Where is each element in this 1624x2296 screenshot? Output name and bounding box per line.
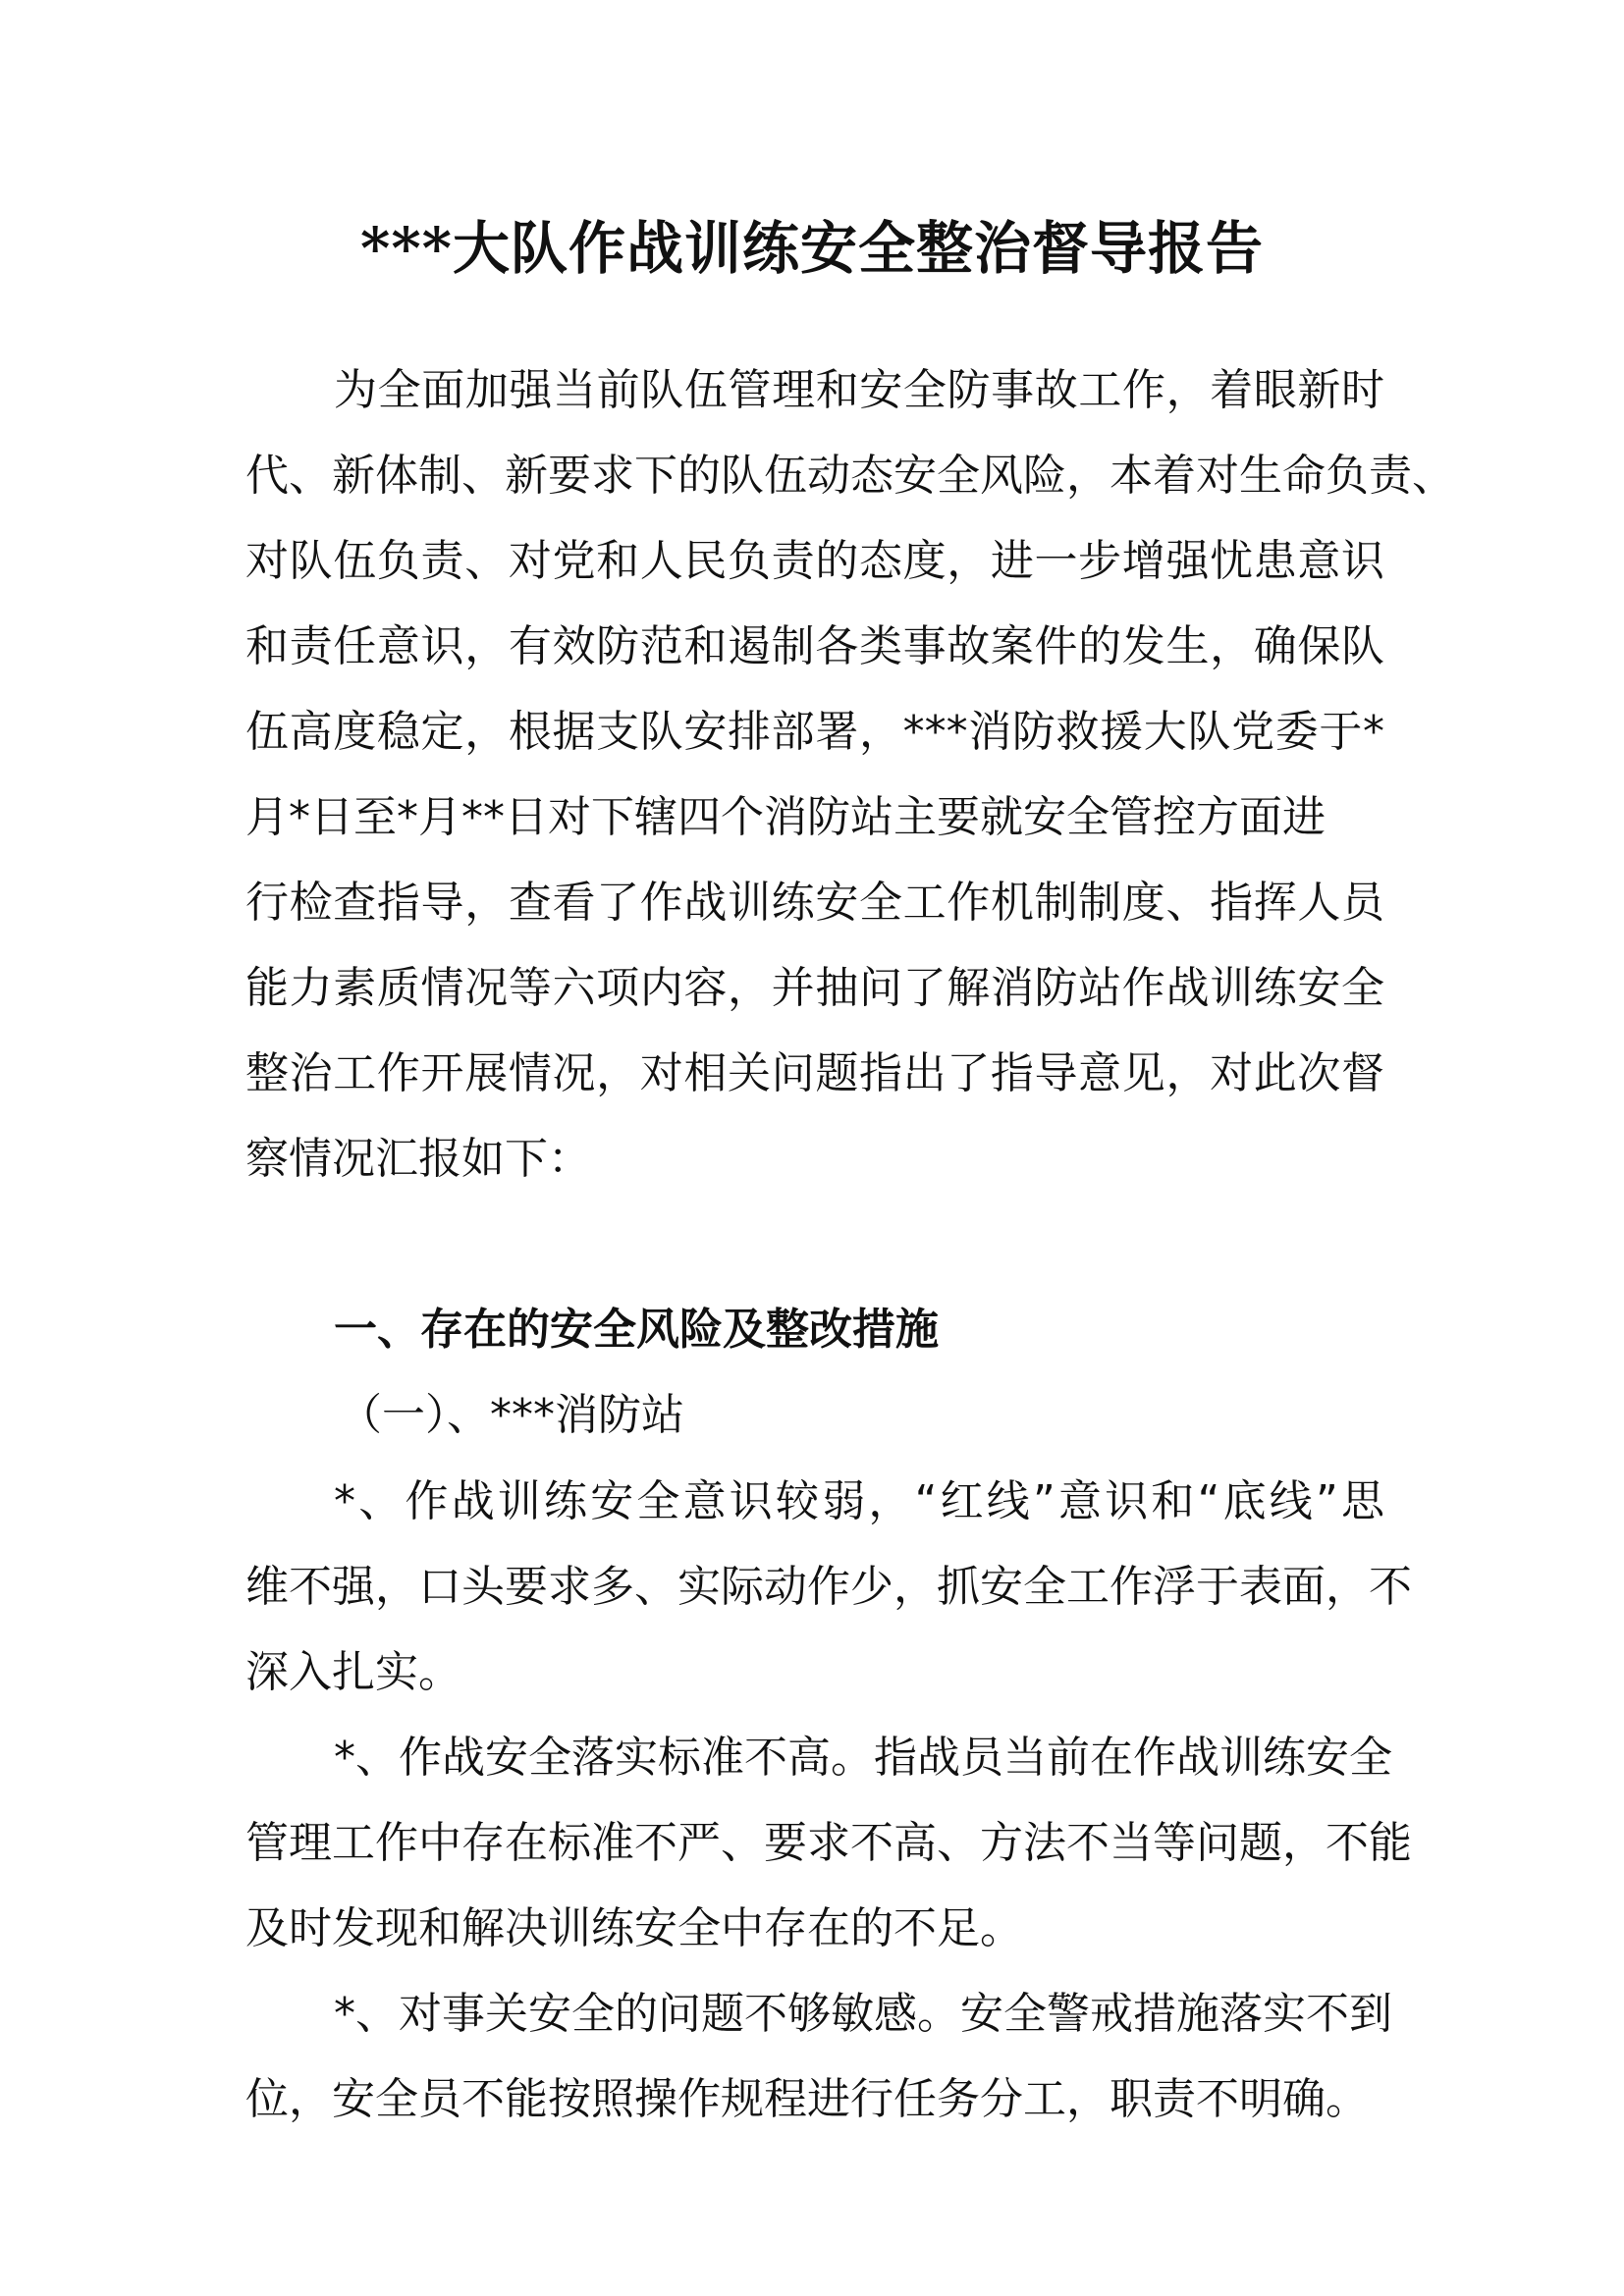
- intro-line: 代、新体制、新要求下的队伍动态安全风险，本着对生命负责、: [245, 451, 1455, 501]
- intro-line: 伍高度稳定，根据支队安排部署，***消防救援大队党委于*: [245, 707, 1384, 757]
- intro-line: 对队伍负责、对党和人民负责的态度，进一步增强忧患意识: [245, 536, 1384, 586]
- intro-line: 整治工作开展情况，对相关问题指出了指导意见，对此次督: [245, 1048, 1384, 1098]
- intro-line: 察情况汇报如下：: [245, 1134, 591, 1184]
- intro-line: 为全面加强当前队伍管理和安全防事故工作，着眼新时: [334, 365, 1384, 415]
- para1-line: 维不强，口头要求多、实际动作少，抓安全工作浮于表面，不: [245, 1562, 1412, 1612]
- para3-line: 位，安全员不能按照操作规程进行任务分工，职责不明确。: [245, 2074, 1369, 2124]
- para2-line: 管理工作中存在标准不严、要求不高、方法不当等问题，不能: [245, 1818, 1412, 1868]
- para3-line: *、对事关安全的问题不够敏感。安全警戒措施落实不到: [334, 1989, 1392, 2039]
- para2-line: *、作战安全落实标准不高。指战员当前在作战训练安全: [334, 1733, 1392, 1783]
- intro-line: 行检查指导，查看了作战训练安全工作机制制度、指挥人员: [245, 878, 1384, 928]
- intro-line: 能力素质情况等六项内容，并抽问了解消防站作战训练安全: [245, 963, 1384, 1013]
- document-title: ***大队作战训练安全整治督导报告: [360, 215, 1264, 282]
- para1-line: 深入扎实。: [245, 1647, 461, 1697]
- subsection-heading: （一）、***消防站: [339, 1390, 684, 1440]
- intro-line: 和责任意识，有效防范和遏制各类事故案件的发生，确保队: [245, 621, 1384, 671]
- para2-line: 及时发现和解决训练安全中存在的不足。: [245, 1903, 1023, 1953]
- para1-line: *、作战训练安全意识较弱，“红线”意识和“底线”思: [334, 1476, 1384, 1526]
- intro-line: 月*日至*月**日对下辖四个消防站主要就安全管控方面进: [245, 792, 1326, 842]
- section-heading: 一、存在的安全风险及整改措施: [334, 1305, 939, 1355]
